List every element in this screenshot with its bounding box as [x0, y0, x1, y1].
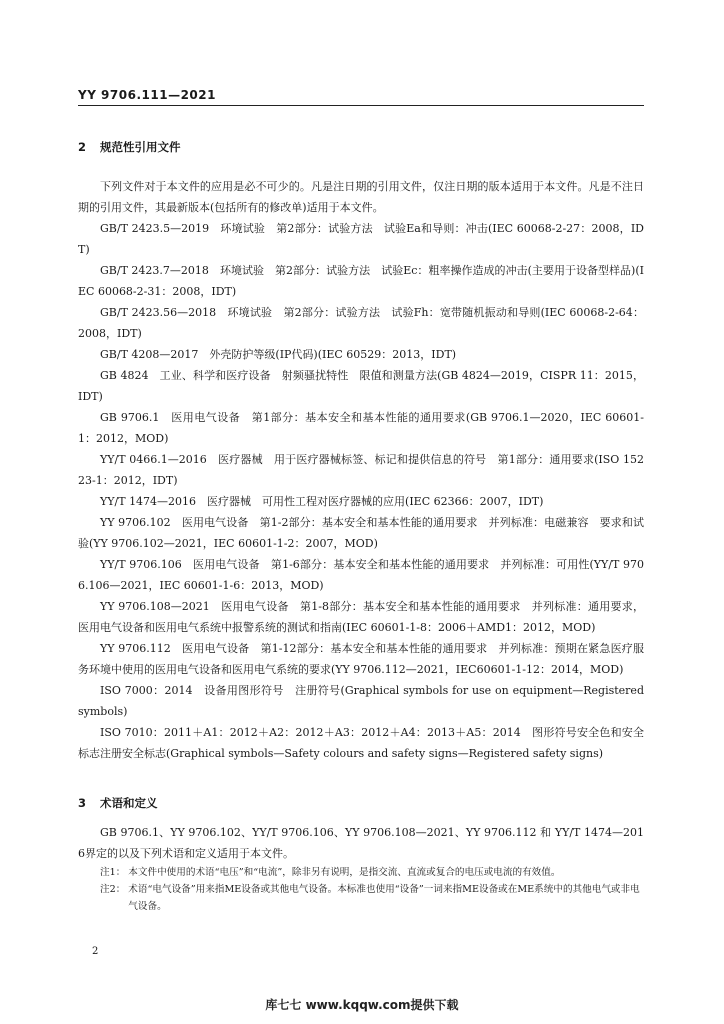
reference-item: GB/T 2423.5—2019 环境试验 第2部分：试验方法 试验Ea和导则：冲击(IEC 60068-2-27：2008，IDT) [78, 222, 644, 256]
reference-item: YY/T 1474—2016 医疗器械 可用性工程对医疗器械的应用(IEC 62366：2007，IDT) [100, 495, 544, 508]
reference-item: ISO 7010：2011＋A1：2012＋A2：2012＋A3：2012＋A4：2013＋A5：2014 图形符号安全色和安全标志注册安全标志(Graphical symbols—Safety colours and safety signs—Registered safety signs) [78, 726, 644, 760]
reference-item: GB/T 2423.56—2018 环境试验 第2部分：试验方法 试验Fh：宽带随机振动和导则(IEC 60068-2-64：2008，IDT) [78, 306, 644, 340]
reference-item: YY/T 9706.106 医用电气设备 第1-6部分：基本安全和基本性能的通用要求 并列标准：可用性(YY/T 9706.106—2021，IEC 60601-1-6：2013，MOD) [78, 558, 644, 592]
note-text: 术语“电气设备”用来指ME设备或其他电气设备。本标准也使用“设备”一词来指ME设备或在ME系统中的其他电气或非电气设备。 [128, 884, 640, 912]
header-divider [78, 105, 644, 106]
section-3-number: 3 [78, 796, 87, 810]
section-2-title: 规范性引用文件 [100, 140, 181, 154]
section-3-title: 术语和定义 [100, 796, 158, 810]
section-2-heading [78, 139, 181, 155]
page-number: 2 [92, 946, 99, 957]
reference-item: YY 9706.112 医用电气设备 第1-12部分：基本安全和基本性能的通用要求 并列标准：预期在紧急医疗服务环境中使用的医用电气设备和医用电气系统的要求(YY 9706.112—2021，IEC60601-1-12：2014，MOD) [78, 642, 644, 676]
reference-item: YY 9706.108—2021 医用电气设备 第1-8部分：基本安全和基本性能的通用要求 并列标准：通用要求，医用电气设备和医用电气系统中报警系统的测试和指南(IEC 60601-1-8：2006＋AMD1：2012，MOD) [78, 600, 644, 634]
reference-item: GB 9706.1 医用电气设备 第1部分：基本安全和基本性能的通用要求(GB 9706.1—2020，IEC 60601-1：2012，MOD) [78, 411, 644, 445]
download-watermark[interactable]: 库七七 www.kqqw.com提供下载 [265, 998, 459, 1012]
note-label: 注1： [100, 867, 126, 878]
note-label: 注2： [100, 884, 126, 895]
reference-item: GB 4824 工业、科学和医疗设备 射频骚扰特性 限值和测量方法(GB 4824—2019，CISPR 11：2015，IDT) [78, 369, 644, 403]
note-1 [78, 864, 644, 881]
section-3-body [78, 822, 644, 915]
note-text: 本文件中使用的术语“电压”和“电流”，除非另有说明，是指交流、直流或复合的电压或电流的有效值。 [128, 867, 561, 878]
reference-item: GB/T 2423.7—2018 环境试验 第2部分：试验方法 试验Ec：粗率操作造成的冲击(主要用于设备型样品)(IEC 60068-2-31：2008，IDT) [78, 264, 644, 298]
paragraph: 下列文件对于本文件的应用是必不可少的。凡是注日期的引用文件，仅注日期的版本适用于本文件。凡是不注日期的引用文件，其最新版本(包括所有的修改单)适用于本文件。 [78, 180, 644, 214]
reference-item: YY 9706.102 医用电气设备 第1-2部分：基本安全和基本性能的通用要求 并列标准：电磁兼容 要求和试验(YY 9706.102—2021，IEC 60601-1-2：2007，MOD) [78, 516, 644, 550]
standard-code-header: YY 9706.111—2021 [78, 88, 216, 102]
note-2 [78, 881, 644, 915]
paragraph: GB 9706.1、YY 9706.102、YY/T 9706.106、YY 9706.108—2021、YY 9706.112 和 YY/T 1474—2016界定的以及下列术语和定义适用于本文件。 [78, 826, 644, 860]
section-3-heading [78, 795, 158, 811]
section-2-body [78, 176, 644, 764]
reference-item: GB/T 4208—2017 外壳防护等级(IP代码)(IEC 60529：2013，IDT) [100, 348, 457, 361]
reference-item: YY/T 0466.1—2016 医疗器械 用于医疗器械标签、标记和提供信息的符号 第1部分：通用要求(ISO 15223-1：2012，IDT) [78, 453, 644, 487]
section-2-number: 2 [78, 140, 87, 154]
reference-item: ISO 7000：2014 设备用图形符号 注册符号(Graphical symbols for use on equipment—Registered symbols) [78, 684, 644, 718]
